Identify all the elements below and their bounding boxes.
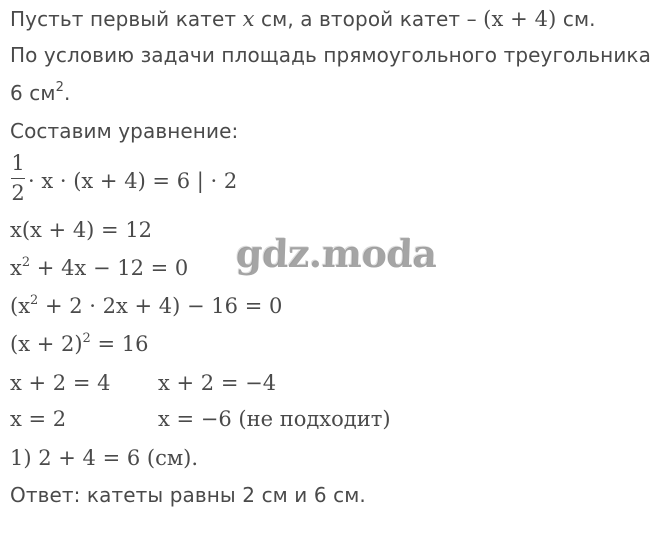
equation-3 xyxy=(10,255,188,281)
eq3-base: x xyxy=(10,256,22,280)
eq5-exponent: 2 xyxy=(82,331,91,346)
eq4-rest: + 2 · 2x + 4) − 16 = 0 xyxy=(38,294,283,318)
area-exponent: 2 xyxy=(55,80,64,95)
eq4-exponent: 2 xyxy=(30,293,39,308)
area-period: . xyxy=(63,81,71,105)
eq5-rest: = 16 xyxy=(90,332,149,356)
eq4-base: (x xyxy=(10,294,31,318)
equation-6-left: x + 2 = 4 xyxy=(10,371,111,395)
intro-line-2: По условию задачи площадь прямоугольного треугольника xyxy=(10,43,651,67)
step-1: 1) 2 + 4 = 6 (см). xyxy=(10,446,199,470)
intro-line-1 xyxy=(10,6,596,32)
intro-text-b: см, а второй катет – xyxy=(254,7,484,31)
equation-1: · x · (x + 4) = 6 | · 2 xyxy=(28,169,238,193)
intro-line-4: Составим уравнение: xyxy=(10,119,239,143)
watermark-logo: gdz.moda xyxy=(235,231,438,276)
equation-7-right: x = −6 (не подходит) xyxy=(158,407,391,431)
equation-7-left: x = 2 xyxy=(10,407,67,431)
equation-6-right: x + 2 = −4 xyxy=(158,371,277,395)
answer-line: Ответ: катеты равны 2 см и 6 см. xyxy=(10,483,366,507)
equation-4 xyxy=(10,293,282,319)
equation-2: x(x + 4) = 12 xyxy=(10,218,153,242)
intro-line-3 xyxy=(10,80,70,106)
intro-expr: (x + 4) xyxy=(483,7,557,31)
fraction-numerator: 1 xyxy=(11,151,25,175)
equation-5 xyxy=(10,331,149,357)
eq3-exponent: 2 xyxy=(21,255,31,270)
eq3-rest: + 4x − 12 = 0 xyxy=(30,256,189,280)
fraction-one-half xyxy=(10,150,26,206)
area-value: 6 см xyxy=(10,81,56,105)
eq5-base: (x + 2) xyxy=(10,332,83,356)
intro-var-x: x xyxy=(242,7,255,31)
intro-text-a: Пустьт первый катет xyxy=(10,7,243,31)
fraction-denominator: 2 xyxy=(11,181,25,205)
intro-text-c: см. xyxy=(556,7,596,31)
